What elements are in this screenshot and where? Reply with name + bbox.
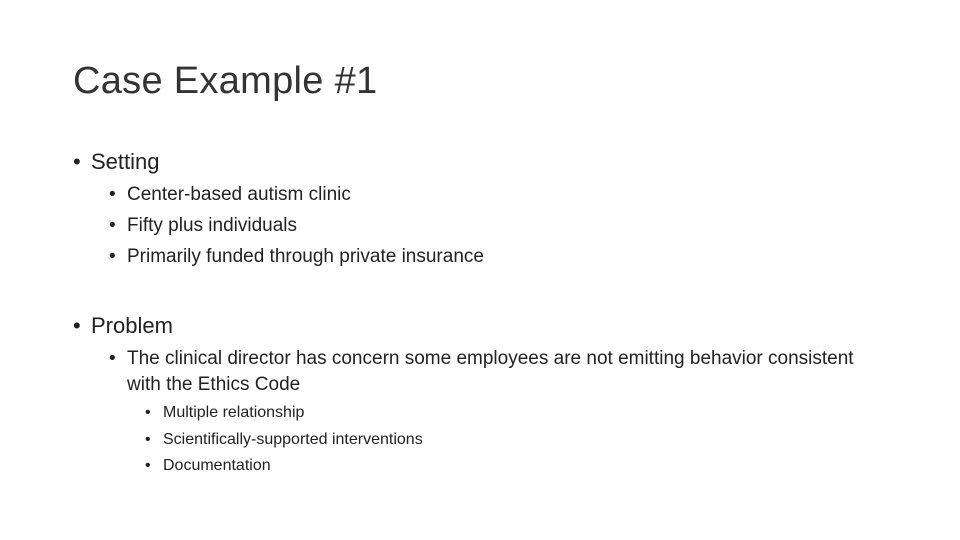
bullet-dot: • [109,348,116,369]
bullet-dot: • [109,246,116,267]
sub-sub-bullet [145,455,271,477]
bullet-dot: • [145,457,151,474]
bullet-dot: • [109,184,116,205]
sub-bullet [109,346,887,398]
bullet-text: Setting [91,149,160,174]
bullet-text: Primarily funded through private insurance [127,246,484,267]
bullet-dot: • [145,431,151,448]
bullet-dot: • [109,215,116,236]
bullet-setting [73,148,160,176]
sub-bullet [109,244,887,270]
bullet-dot: • [73,313,81,338]
bullet-text: Scientifically-supported interventions [163,431,423,448]
sub-sub-bullet [145,402,304,424]
sub-bullet [109,182,887,208]
bullet-dot: • [73,149,81,174]
bullet-text: Fifty plus individuals [127,215,298,236]
sub-sub-bullet [145,429,423,451]
bullet-text: The clinical director has concern some employees are not emitting behavior consistent with the Ethics Code [127,348,854,395]
bullet-problem [73,312,173,340]
bullet-text: Multiple relationship [163,404,305,421]
slide-title: Case Example #1 [73,60,378,102]
bullet-dot: • [145,404,151,421]
bullet-text: Center-based autism clinic [127,184,351,205]
bullet-text: Documentation [163,457,271,474]
sub-bullet [109,213,887,239]
bullet-text: Problem [91,313,173,338]
